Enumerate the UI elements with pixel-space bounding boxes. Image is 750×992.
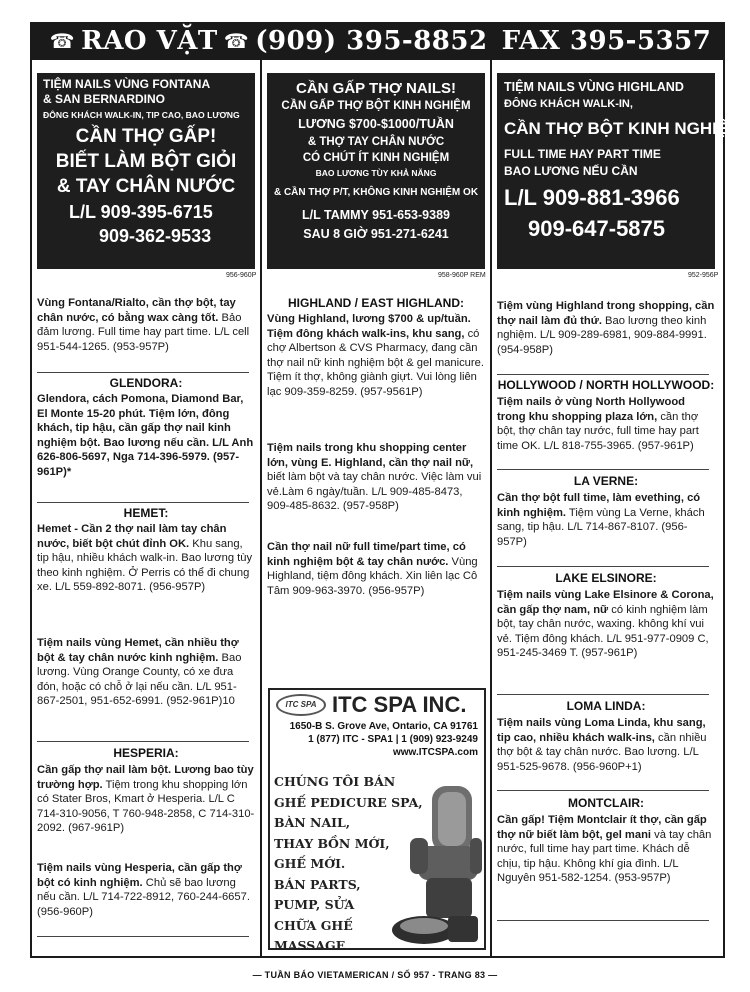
ad-line: BAO LƯƠNG NẾU CẦN [504,164,638,178]
ad-code: 958-960P REM [438,272,486,279]
ad-box-can-gap [267,73,485,269]
column-divider [260,60,262,958]
spa-phones: 1 (877) ITC - SPA1 | 1 (909) 923-9249 [308,734,478,745]
spa-service-line: PUMP, SỬA [274,897,355,912]
spa-service-line: CHÚNG TÔI BÁN [274,774,396,789]
section-heading: LA VERNE: [573,474,639,488]
spa-name: ITC SPA INC. [332,692,467,717]
divider [37,741,249,742]
ad-line: & TAY CHÂN NƯỚC [56,176,236,197]
phone-icon: ☎ [223,29,250,53]
listing: Tiệm vùng Highland trong shopping, cần thợ nail làm đủ thứ. Bao lương theo kinh nghiệm. L/L 909-289-6981, 909-884-9991. (954-958P) [497,300,715,356]
ad-phone: L/L 909-395-6715 [69,202,213,222]
header-phone: (909) 395-8852 [255,26,488,56]
ad-box-fontana [37,73,255,269]
ad-line: TIỆM NAILS VÙNG FONTANA [43,77,211,91]
ad-phone: 909-362-9533 [99,226,212,246]
listing: Vùng Fontana/Rialto, cần thợ bột, tay chân nước, có bằng wax càng tốt. Bảo đảm lương. Full time hay part time. L/L cell 951-544-1265. (953-957P) [37,297,250,353]
ad-line: & CẦN THỢ P/T, KHÔNG KINH NGHIỆM OK [273,187,479,198]
column-divider [490,60,492,958]
ad-phone: L/L TAMMY 951-653-9389 [302,208,450,222]
section-heading: GLENDORA: [109,376,183,390]
listing: Cần thợ nail nữ full time/part time, có kinh nghiệm bột & tay chân nước. Vùng Highland, tiệm đông khách. Xin liên lạc Cô Tâm 909-963-3970. (956-957P) [267,541,478,597]
ad-line: ĐÔNG KHÁCH WALK-IN, [504,98,633,110]
header-fax: FAX 395-5357 [501,26,712,56]
divider [497,790,709,791]
spa-website: www.ITCSPA.com [392,747,478,758]
section-heading: MONTCLAIR: [568,796,644,810]
ad-code: 956-960P [226,272,257,279]
listing: Tiệm nails vùng Loma Linda, khu sang, tip cao, nhiều khách walk-ins, cần nhiều thợ bột & tay chân nước. Bao lương. L/L 951-525-9678. (956-960P+1) [497,717,707,773]
ad-phone: 909-647-5875 [528,216,666,241]
ad-line: ĐÔNG KHÁCH WALK-IN, TIP CAO, BAO LƯƠNG [43,110,240,120]
ad-line: LƯƠNG $700-$1000/TUẦN [298,117,454,131]
ad-phone: L/L 909-881-3966 [504,185,680,210]
spa-address: 1650-B S. Grove Ave, Ontario, CA 91761 [289,721,478,732]
spa-service-line: THAY BỒN MỚI, [274,835,390,851]
section-heading: HESPERIA: [113,746,179,760]
ad-line: BAO LƯƠNG TÙY KHẢ NĂNG [315,168,437,178]
spa-address-block [278,720,478,759]
divider [497,374,709,375]
ad-line: CẦN GẤP THỢ NAILS! [295,80,457,97]
divider [497,920,709,921]
header-title: RAO VẶT [81,26,218,56]
listing: Cần thợ bột full time, làm evething, có kinh nghiệm. Tiệm vùng La Verne, khách sang, tip hậu. L/L 714-867-8107. (956-957P) [497,492,705,548]
pedicure-chair-icon [388,782,484,950]
listing: Glendora, cách Pomona, Diamond Bar, El Monte 15-20 phút. Tiệm lớn, đông khách, tip hậu, cần gấp thợ nail kinh nghiệm bột. Bao lương nếu cần. L/L Anh 626-806-5697, Nga 714-396-5979. (957-961P)* [37,393,254,478]
listing: Tiệm nails vùng Hemet, cần nhiều thợ bột & tay chân nước kinh nghiệm. Bao lương. Vùng Orange County, có xe đưa đón, hoặc có chỗ ở lại nếu cần. L/L 951-867-2501, 951-652-6991. (952-961P)10 [37,637,242,707]
section-heading: LAKE ELSINORE: [555,571,657,585]
listing: Tiệm nails ở vùng North Hollywood trong khu shopping plaza lớn, cần thợ bột, thợ chân tay nước, full time hay part time OK. L/L 818-755-3965. (957-961P) [497,396,699,452]
ad-line: CẦN GẤP THỢ BỘT KINH NGHIỆM [281,100,471,112]
spa-service-line: GHẾ PEDICURE SPA, [274,794,423,810]
itc-spa-ad [268,688,486,953]
section-heading: HEMET: [123,506,169,520]
ad-line: TIỆM NAILS VÙNG HIGHLAND [504,80,684,94]
ad-line: FULL TIME HAY PART TIME [504,147,661,161]
ad-line: & SAN BERNARDINO [43,92,166,106]
divider [497,469,709,470]
ad-line: CÓ CHÚT ÍT KINH NGHIỆM [302,152,450,164]
ad-code: 952-956P [688,272,719,279]
divider [497,694,709,695]
divider [37,372,249,373]
divider [497,566,709,567]
listing: Tiệm nails trong khu shopping center lớn, vùng E. Highland, cần thợ nail nữ, biết làm bột và tay chân nước. Việc làm vui vẻ.Làm 6 ngày/tuần. L/L 909-485-8473, 909-485-8632. (957-958P) [267,442,482,512]
ad-line: & THỢ TAY CHÂN NƯỚC [307,136,445,148]
section-heading: HOLLYWOOD / NORTH HOLLYWOOD: [497,378,715,392]
itc-spa-logo: ITC SPA [276,694,326,716]
divider [37,936,249,937]
listing: Cần gấp thợ nail làm bột. Lương bao tùy trường hợp. Tiệm trong khu shopping lớn có Stater Bros, Kmart ở Hesperia. L/L C 714-310-9056, T 760-948-2858, C 714-310-2092. (967-961P) [37,764,255,834]
section-heading: LOMA LINDA: [566,699,646,713]
spa-service-line: BÀN NAIL, [274,815,351,830]
ad-line: BIẾT LÀM BỘT GIỎI [55,151,237,172]
listing: Hemet - Cần 2 thợ nail làm tay chân nước, biết bột chút đỉnh OK. Khu sang, tip hậu, nhiều khách walk-in. Bao lương tùy theo kinh nghiệm. Ở Perris có thể đi chung xe. L/L 559-892-8071. (956-957P) [37,523,253,593]
section-heading: HIGHLAND / EAST HIGHLAND: [288,296,464,310]
header-bar [30,22,725,60]
ad-line: CẦN THỢ BỘT KINH NGHIỆM [504,119,743,138]
spa-service-line: BÁN PARTS, [274,876,361,892]
listing: Tiệm nails vùng Hesperia, cần gấp thợ bột có kinh nghiệm. Chủ sẽ bao lương nếu cần. L/L 714-722-8912, 760-244-6657. (956-960P) [37,862,250,918]
phone-icon: ☎ [49,29,76,53]
listing: Cần gấp! Tiệm Montclair ít thợ, cần gấp thợ nữ biết làm bột, gel mani và tay chân nước, full time hay part time. Khách dễ chịu, tip hậu. Không khí gia đình. L/L Nguyên 951-582-1254. (953-957P) [497,814,712,884]
spa-service-line: MASSAGE [274,938,346,953]
listing: Tiệm nails vùng Lake Elsinore & Corona, cần gấp thợ nam, nữ có kinh nghiệm làm bột, tay chân nước, waxing. không khí vui vẻ. Tiệm đông khách. L/L 951-977-0909 C, 951-245-3469 T. (957-961P) [497,589,714,659]
ad-phone: SAU 8 GIỜ 951-271-6241 [303,227,449,241]
spa-service-line: CHỮA GHẾ [274,917,353,933]
ad-line: CẦN THỢ GẤP! [75,126,217,147]
listing: Vùng Highland, lương $700 & up/tuần. Tiệm đông khách walk-ins, khu sang, có chợ Albertson & CVS Pharmacy, đang cần thợ nail nữ kinh nghiệm bột & gel manicure. Tiệm ít thợ, không giành giựt. Vui lòng liên lạc 909-359-8259. (957-9561P) [267,313,484,398]
page-footer: — TUẦN BÁO VIETAMERICAN / SỐ 957 - TRANG 83 — [252,970,498,980]
spa-service-line: GHẾ MỚI. [274,856,346,871]
ad-box-highland [497,73,743,269]
divider [37,502,249,503]
